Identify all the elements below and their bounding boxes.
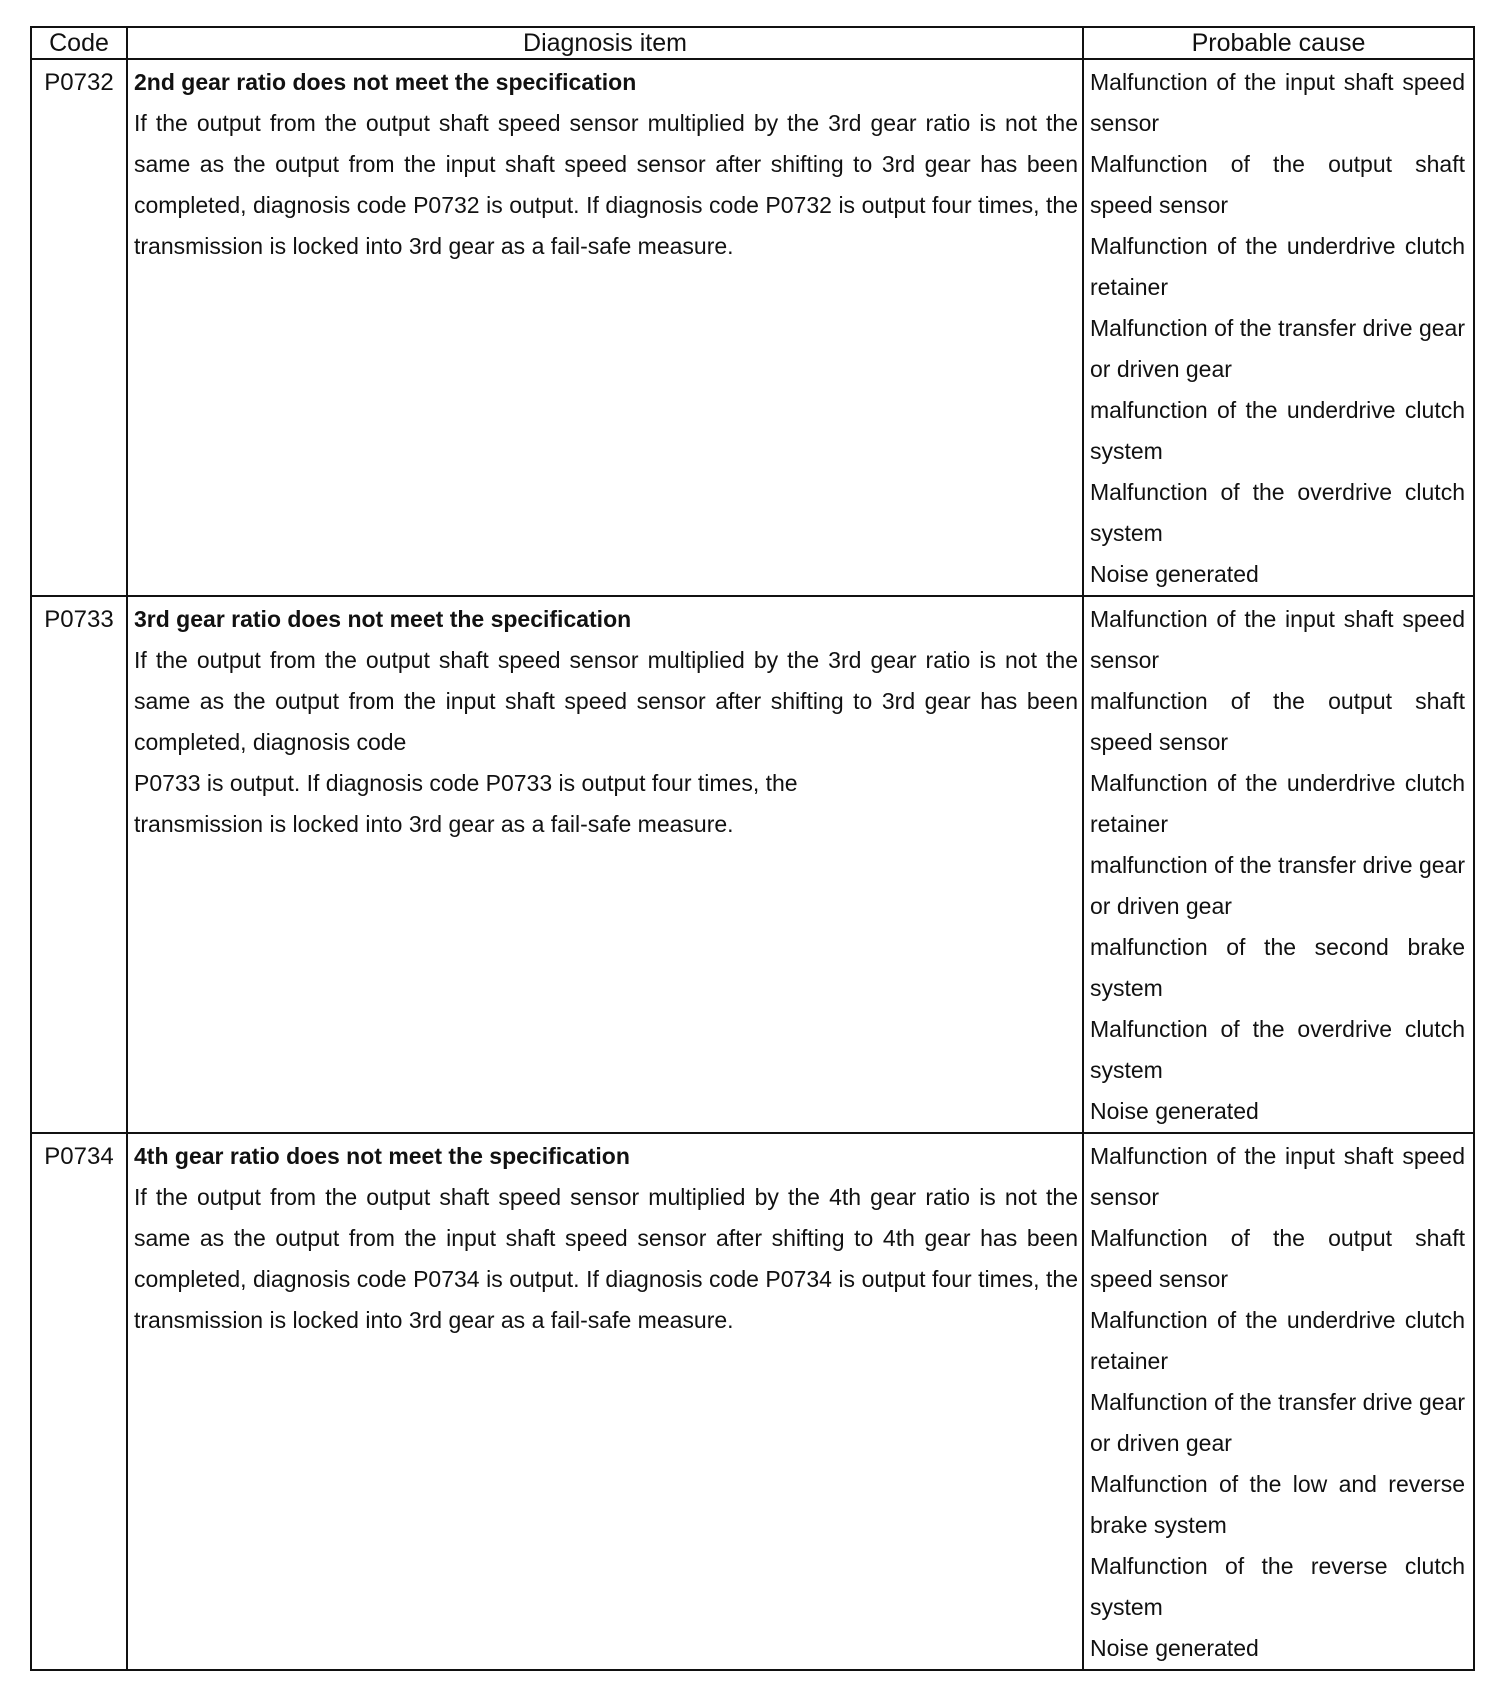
cause-item: Malfunction of the reverse clutch system bbox=[1090, 1553, 1465, 1620]
table-row bbox=[31, 596, 1474, 1133]
probable-cause bbox=[1083, 1133, 1474, 1670]
cause-item: Malfunction of the overdrive clutch system bbox=[1090, 1016, 1465, 1083]
header-probable-cause: Probable cause bbox=[1083, 27, 1474, 59]
table-row bbox=[31, 59, 1474, 596]
cause-item: Malfunction of the transfer drive gear or driven gear bbox=[1090, 315, 1465, 382]
diagnosis-item bbox=[127, 596, 1083, 1133]
cause-item: Noise generated bbox=[1090, 1098, 1259, 1124]
cause-item: Noise generated bbox=[1090, 561, 1259, 587]
diagnosis-code: P0734 bbox=[31, 1133, 127, 1670]
cause-item: malfunction of the second brake system bbox=[1090, 934, 1465, 1001]
header-row bbox=[31, 27, 1474, 59]
cause-item: malfunction of the transfer drive gear or driven gear bbox=[1090, 852, 1465, 919]
diagnosis-item bbox=[127, 1133, 1083, 1670]
diagnosis-table bbox=[30, 26, 1475, 1671]
diagnosis-description: If the output from the output shaft speed sensor multiplied by the 3rd gear ratio is not the same as the output from the input shaft speed sensor after shifting to 3rd gear has been completed, diagnosis code P0733 is output. If diagnosis code P0733 is output four times, the transmission is locked into 3rd gear as a fail-safe measure. bbox=[134, 647, 1078, 837]
diagnosis-description: If the output from the output shaft speed sensor multiplied by the 4th gear ratio is not the same as the output from the input shaft speed sensor after shifting to 4th gear has been completed, diagnosis code P0734 is output. If diagnosis code P0734 is output four times, the transmission is locked into 3rd gear as a fail-safe measure. bbox=[134, 1184, 1078, 1333]
cause-item: malfunction of the underdrive clutch system bbox=[1090, 397, 1465, 464]
cause-list bbox=[1090, 62, 1465, 595]
header-code: Code bbox=[31, 27, 127, 59]
probable-cause bbox=[1083, 59, 1474, 596]
header-diagnosis-item: Diagnosis item bbox=[127, 27, 1083, 59]
cause-item: Noise generated bbox=[1090, 1635, 1259, 1661]
cause-item: malfunction of the output shaft speed sensor bbox=[1090, 688, 1465, 755]
cause-item: Malfunction of the low and reverse brake system bbox=[1090, 1471, 1465, 1538]
cause-item: Malfunction of the input shaft speed sensor bbox=[1090, 1143, 1465, 1210]
cause-item: Malfunction of the output shaft speed sensor bbox=[1090, 1225, 1465, 1292]
cause-list bbox=[1090, 1136, 1465, 1669]
diagnosis-title: 3rd gear ratio does not meet the specification bbox=[134, 606, 632, 632]
cause-item: Malfunction of the transfer drive gear or driven gear bbox=[1090, 1389, 1465, 1456]
table-row bbox=[31, 1133, 1474, 1670]
cause-item: Malfunction of the underdrive clutch retainer bbox=[1090, 233, 1465, 300]
diagnosis-title: 4th gear ratio does not meet the specification bbox=[134, 1143, 630, 1169]
diagnosis-code: P0733 bbox=[31, 596, 127, 1133]
cause-item: Malfunction of the overdrive clutch system bbox=[1090, 479, 1465, 546]
cause-item: Malfunction of the input shaft speed sensor bbox=[1090, 606, 1465, 673]
cause-list bbox=[1090, 599, 1465, 1132]
probable-cause bbox=[1083, 596, 1474, 1133]
cause-item: Malfunction of the input shaft speed sensor bbox=[1090, 69, 1465, 136]
diagnosis-description: If the output from the output shaft speed sensor multiplied by the 3rd gear ratio is not the same as the output from the input shaft speed sensor after shifting to 3rd gear has been completed, diagnosis code P0732 is output. If diagnosis code P0732 is output four times, the transmission is locked into 3rd gear as a fail-safe measure. bbox=[134, 110, 1078, 259]
diagnosis-item bbox=[127, 59, 1083, 596]
cause-item: Malfunction of the underdrive clutch retainer bbox=[1090, 770, 1465, 837]
diagnosis-title: 2nd gear ratio does not meet the specification bbox=[134, 69, 637, 95]
cause-item: Malfunction of the underdrive clutch retainer bbox=[1090, 1307, 1465, 1374]
cause-item: Malfunction of the output shaft speed sensor bbox=[1090, 151, 1465, 218]
diagnosis-code: P0732 bbox=[31, 59, 127, 596]
